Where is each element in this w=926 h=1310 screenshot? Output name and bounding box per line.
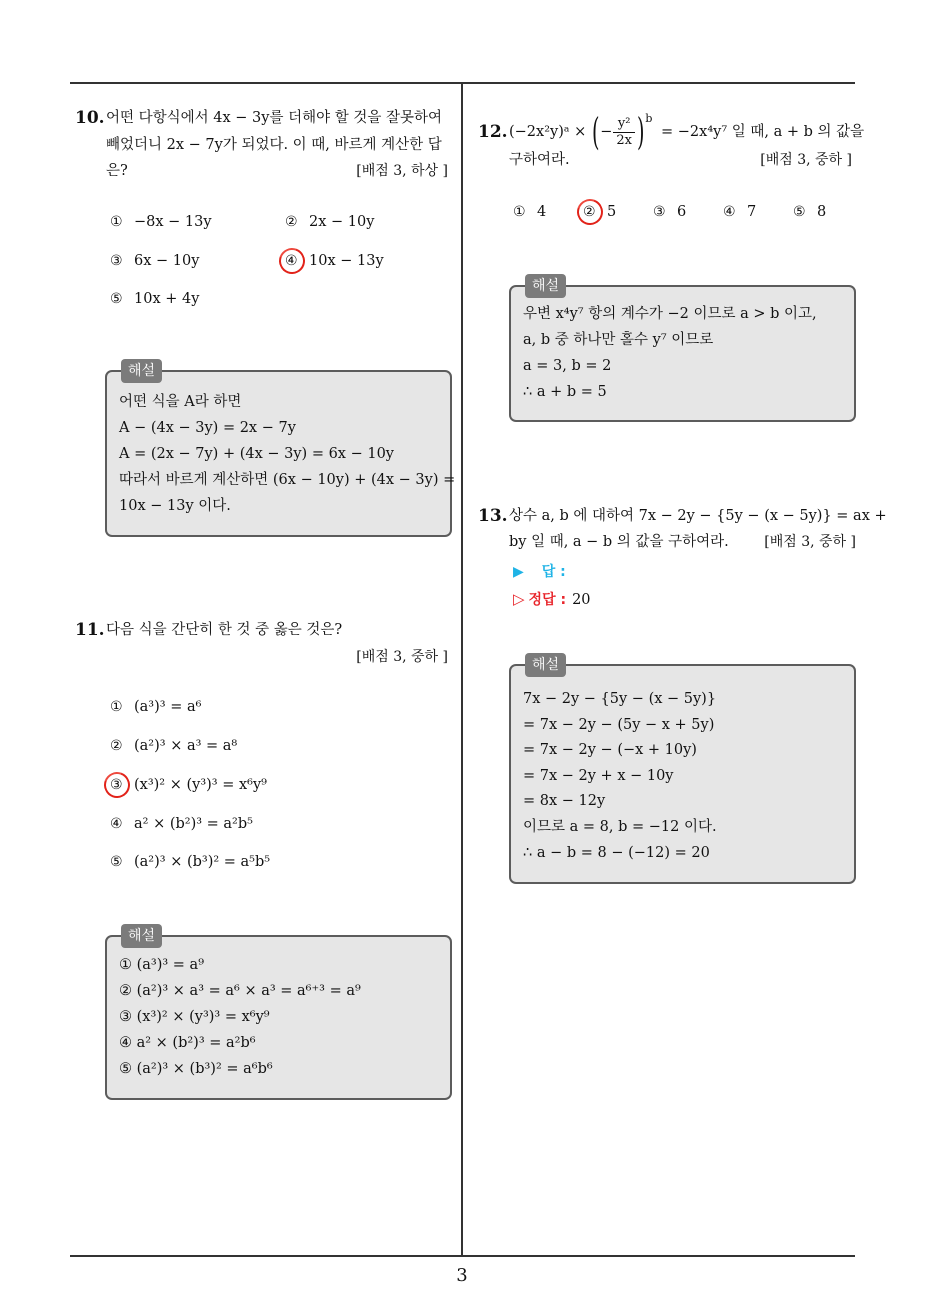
answer-circle-mark bbox=[573, 195, 608, 230]
column-divider bbox=[461, 82, 463, 1256]
q10-score: [배점 3, 하상 ] bbox=[356, 163, 448, 179]
choice-number-label: ③ bbox=[110, 777, 123, 793]
solution-line: ∴ a + b = 5 bbox=[523, 384, 607, 400]
answer-prompt-label: 답 : bbox=[541, 564, 566, 580]
correct-answer bbox=[513, 586, 591, 612]
choice-number bbox=[110, 772, 134, 798]
q10-stem-line: 어떤 다항식에서 4x − 3y를 더해야 할 것을 잘못하여 bbox=[106, 110, 442, 126]
q12-choice-1 bbox=[513, 199, 546, 225]
choice-number bbox=[110, 849, 134, 875]
correct-answer-value: 20 bbox=[572, 592, 591, 608]
solution-line: a = 3, b = 2 bbox=[523, 358, 612, 374]
q10-choice-5 bbox=[110, 286, 199, 312]
q11-score: [배점 3, 중하 ] bbox=[356, 649, 448, 665]
q10-choice-4 bbox=[285, 248, 384, 274]
q11-choice-3 bbox=[110, 772, 267, 798]
solution-line: ③ (x³)² × (y³)³ = x⁶y⁹ bbox=[119, 1009, 270, 1025]
solution-lines bbox=[523, 301, 817, 405]
choice-number bbox=[285, 209, 309, 235]
solution-line: ⑤ (a²)³ × (b³)² = a⁶b⁶ bbox=[119, 1061, 273, 1077]
q13-number: 13. bbox=[478, 506, 508, 526]
solution-line: 어떤 식을 A라 하면 bbox=[119, 394, 242, 410]
choice-number bbox=[793, 199, 817, 225]
choice-text: 2x − 10y bbox=[309, 214, 375, 230]
solution-line: A − (4x − 3y) = 2x − 7y bbox=[119, 420, 296, 436]
choice-text: −8x − 13y bbox=[134, 214, 212, 230]
choice-number bbox=[285, 248, 309, 274]
q12-expr-right: = −2x⁴y⁷ 일 때, a + b 의 값을 bbox=[661, 124, 865, 140]
choice-number-label: ④ bbox=[723, 204, 736, 220]
choice-number-label: ⑤ bbox=[110, 854, 123, 870]
q11-choice-5 bbox=[110, 849, 270, 875]
choice-text: (a²)³ × (b³)² = a⁵b⁵ bbox=[134, 854, 271, 870]
choice-number bbox=[110, 694, 134, 720]
q12-stem-line-2: 구하여라. bbox=[509, 152, 570, 168]
q13-solution-box bbox=[509, 657, 856, 884]
choice-text: 7 bbox=[747, 204, 757, 220]
q13-stem-line-1: 상수 a, b 에 대하여 7x − 2y − {5y − (x − 5y)} = ax + bbox=[509, 508, 887, 524]
q13-stem-line-2: by 일 때, a − b 의 값을 구하여라. bbox=[509, 534, 729, 550]
choice-number bbox=[110, 733, 134, 759]
correct-answer-label: 정답 : bbox=[528, 592, 567, 608]
solution-lines bbox=[119, 389, 455, 519]
solution-line: 우변 x⁴y⁷ 항의 계수가 −2 이므로 a > b 이고, bbox=[523, 306, 817, 322]
choice-number bbox=[513, 199, 537, 225]
filled-triangle-icon: ▶ bbox=[513, 564, 524, 580]
q10-stem-line: 빼었더니 2x − 7y가 되었다. 이 때, 바르게 계산한 답 bbox=[106, 136, 442, 153]
q12-expr-left: (−2x²y)ᵃ × bbox=[509, 124, 587, 140]
solution-label: 해설 bbox=[525, 274, 566, 298]
choice-number-label: ⑤ bbox=[793, 204, 806, 220]
solution-label: 해설 bbox=[121, 359, 162, 383]
choice-text: 10x − 13y bbox=[309, 253, 384, 269]
choice-text: (a³)³ = a⁶ bbox=[134, 699, 202, 715]
choice-number bbox=[110, 209, 134, 235]
left-big-paren: ( bbox=[591, 110, 600, 154]
solution-line: A = (2x − 7y) + (4x − 3y) = 6x − 10y bbox=[119, 446, 394, 462]
q11-stem: 다음 식을 간단히 한 것 중 옳은 것은? bbox=[106, 622, 343, 638]
choice-number-label: ② bbox=[583, 204, 596, 220]
choice-text: 4 bbox=[537, 204, 547, 220]
outline-triangle-icon: ▷ bbox=[513, 590, 525, 608]
solution-line: ∴ a − b = 8 − (−12) = 20 bbox=[523, 844, 710, 861]
solution-line: 10x − 13y 이다. bbox=[119, 498, 231, 514]
q12-number: 12. bbox=[478, 122, 508, 142]
choice-number-label: ② bbox=[285, 214, 298, 230]
q11-number: 11. bbox=[75, 620, 105, 640]
answer-circle-mark bbox=[275, 244, 310, 279]
choice-text: a² × (b²)³ = a²b⁵ bbox=[134, 816, 253, 832]
q12-stem-line-1 bbox=[509, 112, 864, 152]
top-rule bbox=[70, 82, 855, 84]
choice-text: 8 bbox=[817, 204, 827, 220]
choice-number-label: ④ bbox=[285, 253, 298, 269]
right-big-paren: ) bbox=[636, 110, 645, 154]
solution-line: = 7x − 2y − (−x + 10y) bbox=[523, 742, 697, 759]
choice-number bbox=[583, 199, 607, 225]
q11-choice-2 bbox=[110, 733, 237, 759]
q10-number: 10. bbox=[75, 108, 105, 128]
answer-circle-mark bbox=[100, 768, 135, 803]
choice-number bbox=[110, 248, 134, 274]
q11-choice-1 bbox=[110, 694, 201, 720]
solution-lines bbox=[523, 687, 717, 866]
solution-line: ② (a²)³ × a³ = a⁶ × a³ = a⁶⁺³ = a⁹ bbox=[119, 983, 361, 999]
solution-line: 따라서 바르게 계산하면 (6x − 10y) + (4x − 3y) = bbox=[119, 472, 456, 488]
q12-choice-3 bbox=[653, 199, 686, 225]
q12-score: [배점 3, 중하 ] bbox=[760, 152, 852, 168]
q11-solution-box bbox=[105, 928, 452, 1100]
solution-line: a, b 중 하나만 홀수 y⁷ 이므로 bbox=[523, 332, 714, 348]
choice-text: (x³)² × (y³)³ = x⁶y⁹ bbox=[134, 777, 267, 793]
fraction-denominator: 2x bbox=[616, 132, 632, 148]
choice-text: (a²)³ × a³ = a⁸ bbox=[134, 738, 238, 754]
choice-text: 10x + 4y bbox=[134, 291, 200, 307]
choice-number bbox=[653, 199, 677, 225]
fraction bbox=[613, 116, 635, 149]
choice-number-label: ① bbox=[110, 699, 123, 715]
choice-number-label: ② bbox=[110, 738, 123, 754]
solution-line: = 7x − 2y − (5y − x + 5y) bbox=[523, 716, 715, 733]
q11-choice-4 bbox=[110, 811, 253, 837]
q10-choice-3 bbox=[110, 248, 199, 274]
choice-number-label: ⑤ bbox=[110, 291, 123, 307]
q12-choice-4 bbox=[723, 199, 756, 225]
choice-number-label: ③ bbox=[653, 204, 666, 220]
solution-line: ① (a³)³ = a⁹ bbox=[119, 957, 205, 973]
choice-number-label: ① bbox=[513, 204, 526, 220]
solution-line: 이므로 a = 8, b = −12 이다. bbox=[523, 818, 717, 835]
solution-line: 7x − 2y − {5y − (x − 5y)} bbox=[523, 691, 717, 707]
q10-stem-line: 은? bbox=[106, 163, 128, 179]
choice-text: 6 bbox=[677, 204, 687, 220]
solution-line: = 8x − 12y bbox=[523, 793, 606, 810]
page-number: 3 bbox=[456, 1265, 468, 1286]
choice-number-label: ① bbox=[110, 214, 123, 230]
choice-number-label: ③ bbox=[110, 253, 123, 269]
solution-label: 해설 bbox=[525, 653, 566, 677]
choice-number bbox=[723, 199, 747, 225]
bottom-rule bbox=[70, 1255, 855, 1257]
choice-number bbox=[110, 811, 134, 837]
solution-line: = 7x − 2y + x − 10y bbox=[523, 767, 674, 784]
solution-line: ④ a² × (b²)³ = a²b⁶ bbox=[119, 1035, 256, 1051]
q12-choice-2 bbox=[583, 199, 616, 225]
choice-number bbox=[110, 286, 134, 312]
q12-choice-5 bbox=[793, 199, 826, 225]
choice-number-label: ④ bbox=[110, 816, 123, 832]
q10-choice-1 bbox=[110, 209, 212, 235]
paren-exponent: b bbox=[645, 112, 653, 125]
fraction-numerator: y² bbox=[613, 116, 635, 133]
q12-solution-box bbox=[509, 278, 856, 422]
q10-solution-box bbox=[105, 363, 456, 537]
choice-text: 5 bbox=[607, 204, 617, 220]
solution-label: 해설 bbox=[121, 924, 162, 948]
fraction-minus: − bbox=[600, 124, 613, 140]
q13-score: [배점 3, 중하 ] bbox=[764, 534, 856, 550]
q10-choice-2 bbox=[285, 209, 374, 235]
choice-text: 6x − 10y bbox=[134, 253, 200, 269]
solution-lines bbox=[119, 952, 361, 1082]
answer-prompt bbox=[513, 559, 566, 585]
